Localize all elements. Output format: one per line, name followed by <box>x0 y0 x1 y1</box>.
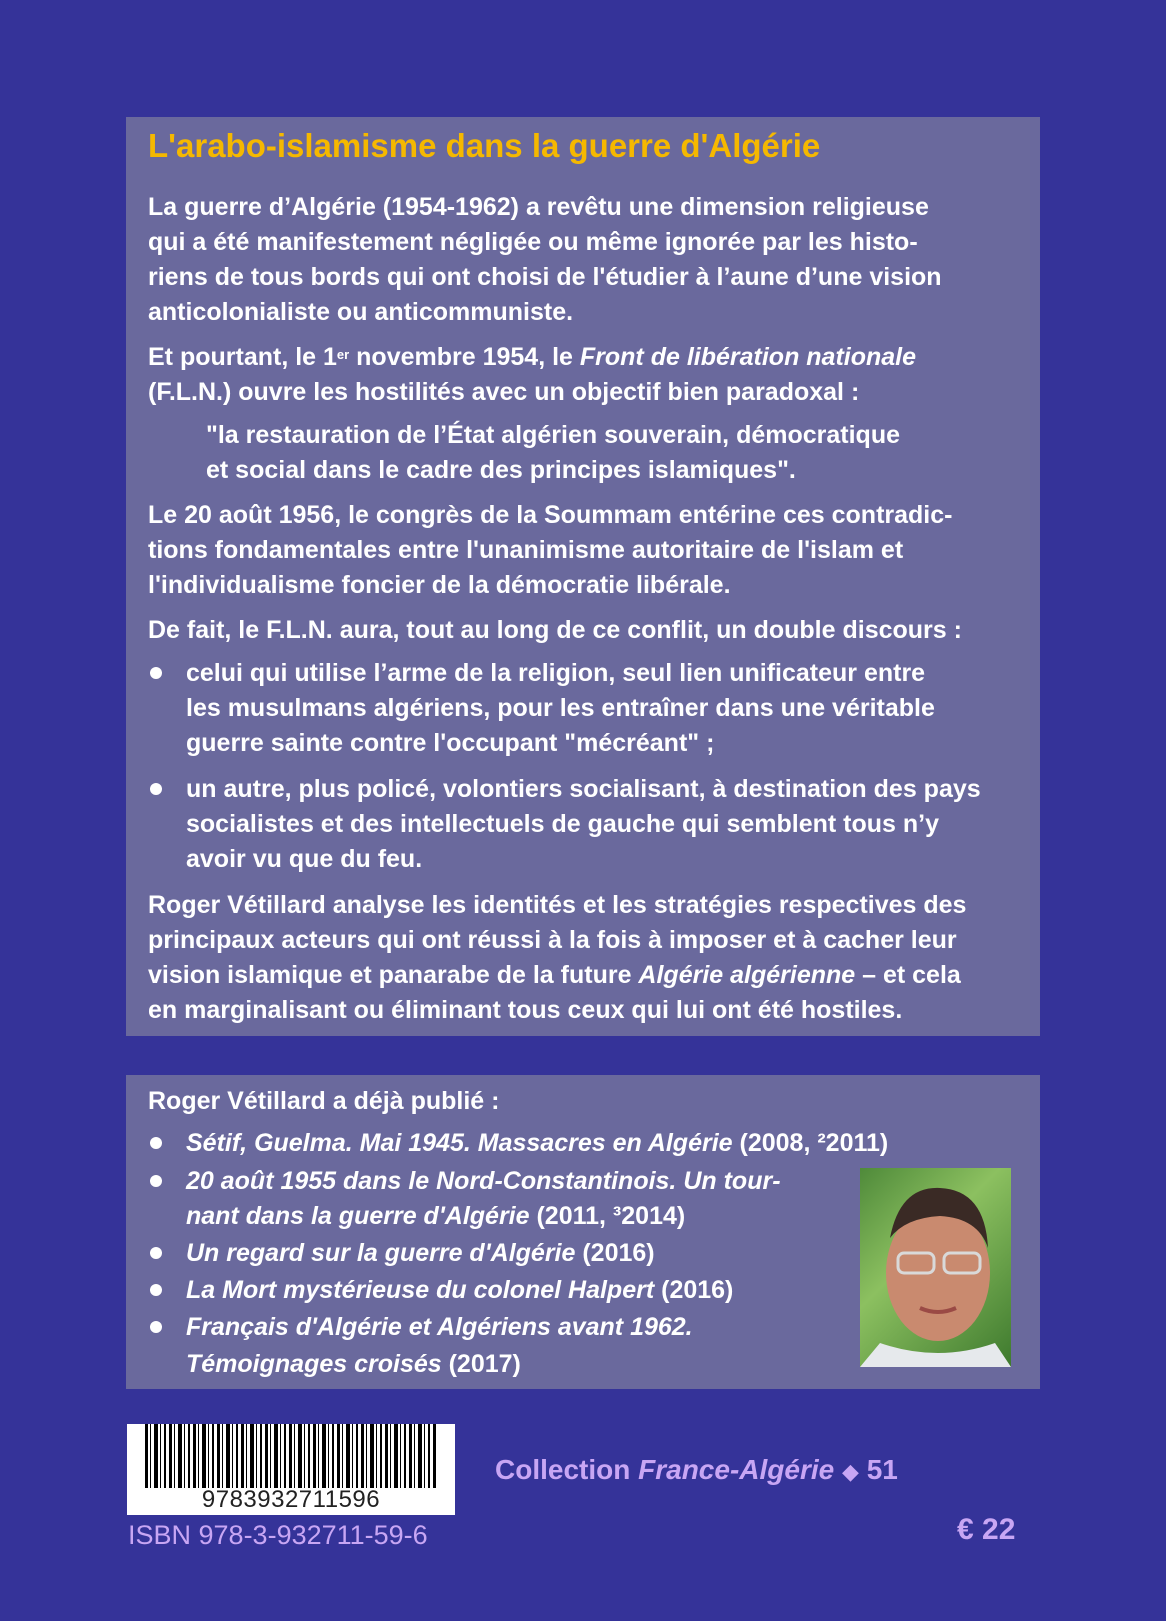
paragraph-line: La guerre d’Algérie (1954-1962) a revêtu une dimension religieuse <box>148 193 929 221</box>
barcode-number: 9783932711596 <box>201 1486 381 1513</box>
paragraph-line: principaux acteurs qui ont réussi à la fois à imposer et à cacher leur <box>148 926 957 954</box>
barcode-bars <box>145 1424 437 1488</box>
paragraph-line: De fait, le F.L.N. aura, tout au long de ce conflit, un double discours : <box>148 616 962 644</box>
book-item: Sétif, Guelma. Mai 1945. Massacres en Algérie (2008, ²2011) <box>186 1129 889 1157</box>
paragraph-line: Le 20 août 1956, le congrès de la Soummam entérine ces contradic- <box>148 501 953 529</box>
price: € 22 <box>957 1513 1016 1546</box>
paragraph-line: qui a été manifestement négligée ou même ignorée par les histo- <box>148 228 918 256</box>
bullet-icon <box>150 667 162 679</box>
book-item: Témoignages croisés (2017) <box>186 1350 521 1378</box>
paragraph-line: en marginalisant ou éliminant tous ceux qui lui ont été hostiles. <box>148 996 903 1024</box>
paragraph-line: (F.L.N.) ouvre les hostilités avec un objectif bien paradoxal : <box>148 378 860 406</box>
paragraph-line: riens de tous bords qui ont choisi de l'étudier à l’aune d’une vision <box>148 263 942 291</box>
book-item: nant dans la guerre d'Algérie (2011, ³2014) <box>186 1202 686 1230</box>
bullet-icon <box>150 783 162 795</box>
paragraph-line: anticolonialiste ou anticommuniste. <box>148 298 574 326</box>
bullet-icon <box>150 1321 162 1333</box>
author-photo <box>860 1168 1011 1367</box>
bullet-line: avoir vu que du feu. <box>186 845 423 873</box>
author-heading: Roger Vétillard a déjà publié : <box>148 1087 500 1115</box>
bullet-line: socialistes et des intellectuels de gauche qui semblent tous n’y <box>186 810 940 838</box>
bullet-icon <box>150 1284 162 1296</box>
paragraph-line: Et pourtant, le 1er novembre 1954, le Front de libération nationale <box>148 343 917 371</box>
bullet-line: guerre sainte contre l'occupant "mécréant" ; <box>186 729 715 757</box>
book-item: La Mort mystérieuse du colonel Halpert (2016) <box>186 1276 734 1304</box>
book-item: 20 août 1955 dans le Nord-Constantinois. Un tour- <box>186 1167 781 1195</box>
bullet-line: les musulmans algériens, pour les entraîner dans une véritable <box>186 694 935 722</box>
bullet-icon <box>150 1137 162 1149</box>
bullet-icon <box>150 1175 162 1187</box>
quote-line: "la restauration de l’État algérien souverain, démocratique <box>206 421 901 449</box>
paragraph-line: l'individualisme foncier de la démocratie libérale. <box>148 571 731 599</box>
paragraph-line: Roger Vétillard analyse les identités et les stratégies respectives des <box>148 891 967 919</box>
book-item: Un regard sur la guerre d'Algérie (2016) <box>186 1239 655 1267</box>
barcode <box>127 1424 455 1515</box>
paragraph-line: vision islamique et panarabe de la future Algérie algérienne – et cela <box>148 961 961 989</box>
collection-line: Collection France-Algérie ◆ 51 <box>495 1454 898 1485</box>
bullet-line: celui qui utilise l’arme de la religion, seul lien unificateur entre <box>186 659 926 687</box>
paragraph-line: tions fondamentales entre l'unanimisme autoritaire de l'islam et <box>148 536 904 564</box>
quote-line: et social dans le cadre des principes islamiques". <box>206 456 796 484</box>
diamond-icon: ◆ <box>841 1459 859 1484</box>
bullet-icon <box>150 1247 162 1259</box>
book-item: Français d'Algérie et Algériens avant 1962. <box>186 1313 693 1341</box>
book-title: L'arabo-islamisme dans la guerre d'Algérie <box>148 127 821 164</box>
isbn: ISBN 978-3-932711-59-6 <box>128 1520 428 1550</box>
bullet-line: un autre, plus policé, volontiers socialisant, à destination des pays <box>186 775 981 803</box>
